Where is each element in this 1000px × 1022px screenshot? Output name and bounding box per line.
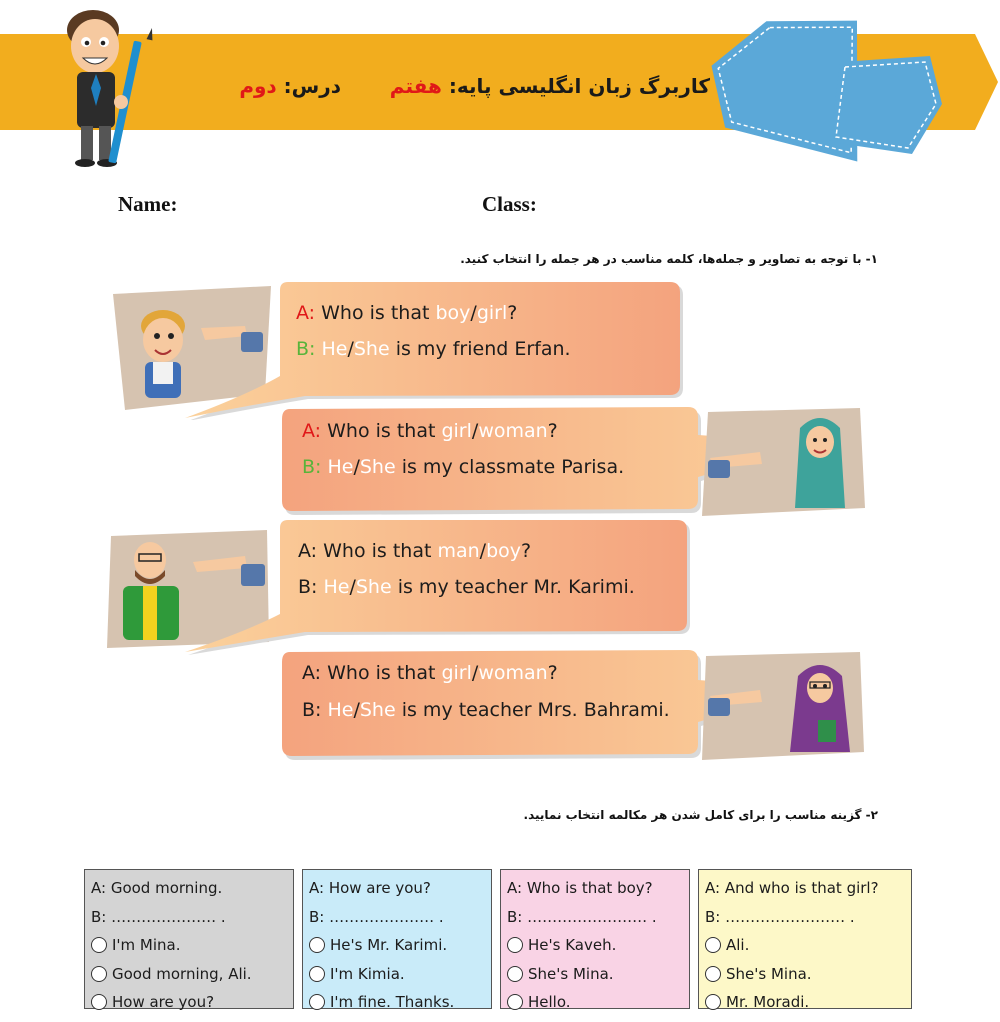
option-boy[interactable]: boy: [486, 540, 522, 562]
grade-text: هفتم: [389, 74, 442, 98]
answer-option[interactable]: I'm fine. Thanks.: [309, 988, 485, 1017]
question-box-3: [500, 869, 690, 1012]
radio-button[interactable]: [91, 994, 107, 1010]
option-girl[interactable]: girl: [476, 302, 508, 324]
question-text: A: How are you?: [309, 879, 431, 898]
dialog-3-line-b: B: He/She is my teacher Mr. Karimi.: [298, 576, 635, 598]
lesson-label: درس:: [283, 74, 342, 98]
section1-instruction: ۱- با توجه به تصاویر و جمله‌ها، کلمه مناسب در هر جمله را انتخاب کنید.: [460, 252, 878, 266]
dialog-3-line-a: A: Who is that man/boy?: [298, 540, 532, 562]
option-boy[interactable]: boy: [435, 302, 471, 324]
answer-option[interactable]: I'm Kimia.: [309, 960, 485, 989]
dialog-4-line-b: B: He/She is my teacher Mrs. Bahrami.: [302, 699, 670, 721]
answer-option[interactable]: She's Mina.: [507, 960, 683, 989]
radio-button[interactable]: [91, 937, 107, 953]
teacher-mascot-icon: [55, 6, 155, 171]
decorative-tags: [700, 14, 960, 174]
lesson-text: دوم: [239, 74, 277, 98]
radio-button[interactable]: [705, 937, 721, 953]
answer-option[interactable]: She's Mina.: [705, 960, 905, 989]
option-he[interactable]: He: [321, 338, 348, 360]
question-text: A: And who is that girl?: [705, 879, 879, 898]
radio-button[interactable]: [309, 966, 325, 982]
option-she[interactable]: She: [359, 456, 396, 478]
dialog-1-line-b: B: He/She is my friend Erfan.: [296, 338, 571, 360]
question-text: A: Good morning.: [91, 879, 223, 898]
dialog-1-line-a: A: Who is that boy/girl?: [296, 302, 518, 324]
option-he[interactable]: He: [323, 576, 350, 598]
woman-avatar-frame: [700, 652, 865, 760]
question-text: A: Who is that boy?: [507, 879, 653, 898]
radio-button[interactable]: [507, 966, 523, 982]
radio-button[interactable]: [507, 994, 523, 1010]
option-woman[interactable]: woman: [478, 662, 548, 684]
answer-option[interactable]: I'm Mina.: [91, 931, 287, 960]
option-woman[interactable]: woman: [478, 420, 548, 442]
radio-button[interactable]: [705, 994, 721, 1010]
answer-option[interactable]: How are you?: [91, 988, 287, 1017]
option-she[interactable]: She: [353, 338, 390, 360]
title-text: کاربرگ زبان انگلیسی پایه:: [448, 74, 710, 98]
answer-option[interactable]: He's Kaveh.: [507, 931, 683, 960]
name-label: Name:: [118, 192, 178, 216]
option-he[interactable]: He: [327, 456, 354, 478]
answer-blank: B: ………………… .: [309, 907, 444, 926]
radio-button[interactable]: [705, 966, 721, 982]
answer-option[interactable]: Ali.: [705, 931, 905, 960]
option-girl[interactable]: girl: [441, 662, 472, 684]
option-she[interactable]: She: [359, 699, 396, 721]
section2-instruction: ۲- گزینه مناسب را برای کامل شدن هر مکالمه انتخاب نمایید.: [523, 808, 878, 822]
dialog-4-line-a: A: Who is that girl/woman?: [302, 662, 558, 684]
class-label: Class:: [482, 192, 537, 216]
radio-button[interactable]: [309, 994, 325, 1010]
answer-blank: B: …………………… .: [705, 907, 855, 926]
dialog-2-line-a: A: Who is that girl/woman?: [302, 420, 558, 442]
answer-option[interactable]: Hello.: [507, 988, 683, 1017]
option-he[interactable]: He: [327, 699, 354, 721]
girl-avatar-frame: [700, 408, 865, 516]
question-box-1: [84, 869, 294, 1012]
answer-option[interactable]: Mr. Moradi.: [705, 988, 905, 1017]
radio-button[interactable]: [91, 966, 107, 982]
option-man[interactable]: man: [437, 540, 480, 562]
dialog-2-line-b: B: He/She is my classmate Parisa.: [302, 456, 625, 478]
option-girl[interactable]: girl: [441, 420, 472, 442]
option-she[interactable]: She: [355, 576, 392, 598]
radio-button[interactable]: [507, 937, 523, 953]
answer-option[interactable]: He's Mr. Karimi.: [309, 931, 485, 960]
radio-button[interactable]: [309, 937, 325, 953]
answer-blank: B: ………………… .: [91, 907, 226, 926]
answer-option[interactable]: Good morning, Ali.: [91, 960, 287, 989]
question-box-2: [302, 869, 492, 1012]
answer-blank: B: …………………… .: [507, 907, 657, 926]
page-title: [239, 74, 710, 104]
question-box-4: [698, 869, 912, 1012]
